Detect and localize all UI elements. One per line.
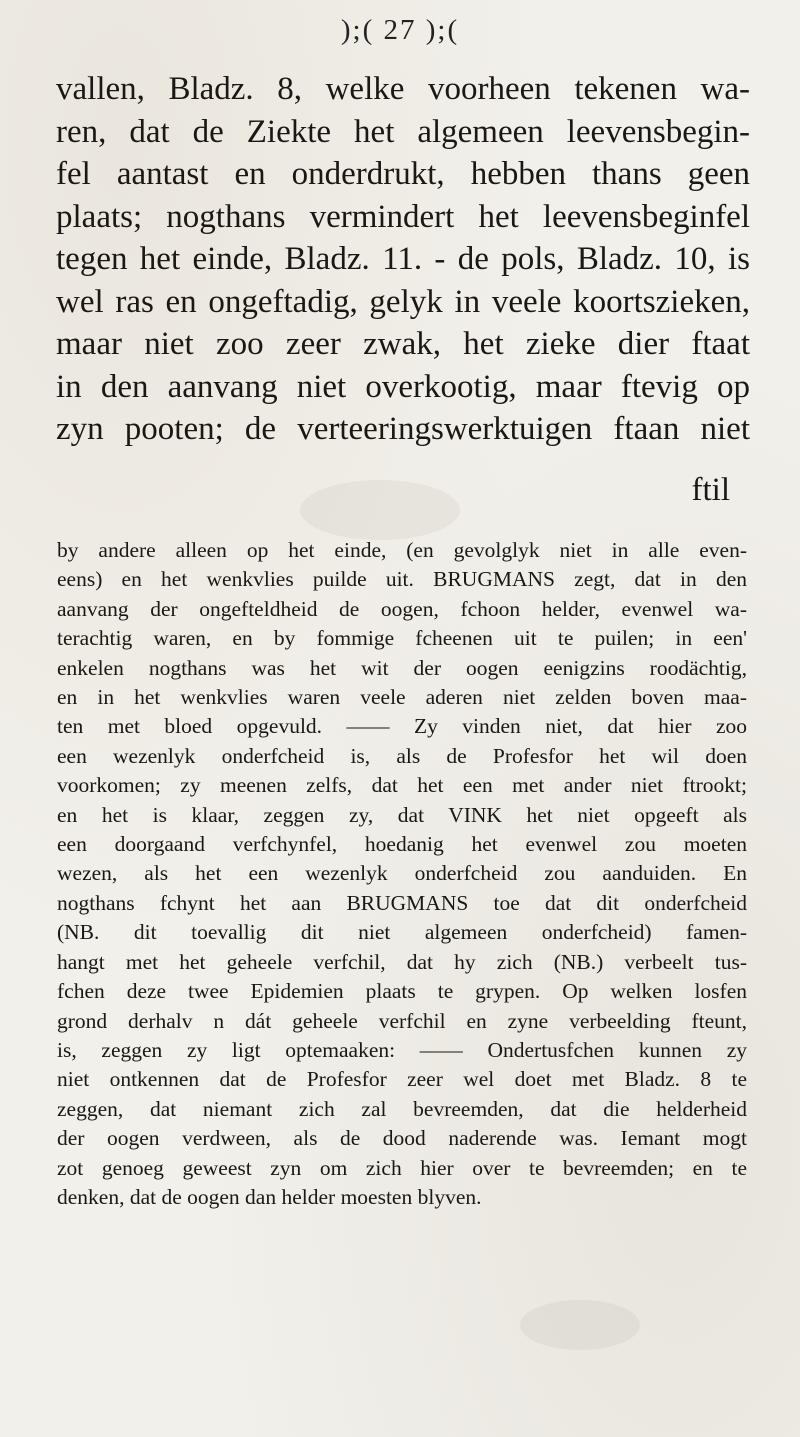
catchword: ftil [691, 472, 730, 508]
footnote-line: der oogen verdween, als de dood naderende was. Iemant mogt [57, 1126, 747, 1151]
main-text-line: in den aanvang niet overkootig, maar ftevig op [56, 368, 750, 405]
main-text-line: vallen, Bladz. 8, welke voorheen tekenen wa- [56, 71, 750, 107]
footnote-line: een wezenlyk onderfcheid is, als de Profesfor het wil doen [57, 743, 747, 768]
footnote-line: terachtig waren, en by fommige fcheenen uit te puilen; in een' [57, 626, 747, 651]
main-text-line: wel ras en ongeftadig, gelyk in veele koortszieken, [56, 283, 750, 320]
footnote-line: fchen deze twee Epidemien plaats te grypen. Op welken losfen [57, 979, 747, 1004]
footnote-line: denken, dat de oogen dan helder moesten blyven. [57, 1184, 482, 1209]
footnote-line: enkelen nogthans was het wit der oogen eenigzins roodächtig, [57, 655, 747, 680]
footnote-line: hangt met het geheele verfchil, dat hy zich (NB.) verbeelt tus- [57, 949, 747, 974]
footnote-line: is, zeggen zy ligt optemaaken: —— Ondertusfchen kunnen zy [57, 1037, 747, 1062]
footnote-line: (NB. dit toevallig dit niet algemeen onderfcheid) famen- [57, 920, 747, 945]
page-header: );( 27 );( [340, 14, 460, 46]
footnote-line: een doorgaand verfchynfel, hoedanig het evenwel zou moeten [57, 832, 747, 857]
main-text-line: plaats; nogthans vermindert het leevensbeginfel [56, 198, 750, 235]
footnote-line: en het is klaar, zeggen zy, dat VINK het niet opgeeft als [57, 802, 747, 827]
paper-stain [300, 480, 460, 540]
footnote-text [57, 536, 747, 1212]
footnote-line: by andere alleen op het einde, (en gevolglyk niet in alle even- [57, 538, 747, 562]
main-text-line: tegen het einde, Bladz. 11. - de pols, Bladz. 10, is [56, 241, 750, 277]
footnote-line: nogthans fchynt het aan BRUGMANS toe dat dit onderfcheid [57, 890, 747, 915]
footnote-line: zot genoeg geweest zyn om zich hier over te bevreemden; en te [57, 1155, 747, 1180]
main-text-line: maar niet zoo zeer zwak, het zieke dier ftaat [56, 326, 750, 362]
footnote-line: aanvang der ongefteldheid de oogen, fchoon helder, evenwel wa- [57, 596, 747, 621]
footnote-line: wezen, als het een wezenlyk onderfcheid zou aanduiden. En [57, 861, 747, 886]
footnote-line: ten met bloed opgevuld. —— Zy vinden niet, dat hier zoo [57, 714, 747, 739]
main-text-line: ren, dat de Ziekte het algemeen leevensbegin- [56, 113, 750, 150]
main-text-line: zyn pooten; de verteeringswerktuigen ftaan niet [56, 411, 750, 447]
footnote-line: voorkomen; zy meenen zelfs, dat het een met ander niet ftrookt; [57, 773, 747, 798]
paper-stain [520, 1300, 640, 1350]
main-text [56, 68, 750, 451]
main-text-line: fel aantast en onderdrukt, hebben thans geen [56, 156, 750, 192]
footnote-line: niet ontkennen dat de Profesfor zeer wel doet met Bladz. 8 te [57, 1067, 747, 1092]
footnote-line: eens) en het wenkvlies puilde uit. BRUGMANS zegt, dat in den [57, 567, 747, 592]
footnote-line: zeggen, dat niemant zich zal bevreemden, dat die helderheid [57, 1096, 747, 1121]
footnote-line: en in het wenkvlies waren veele aderen niet zelden boven maa- [57, 685, 747, 710]
footnote-line: grond derhalv n dát geheele verfchil en zyne verbeelding fteunt, [57, 1008, 747, 1033]
